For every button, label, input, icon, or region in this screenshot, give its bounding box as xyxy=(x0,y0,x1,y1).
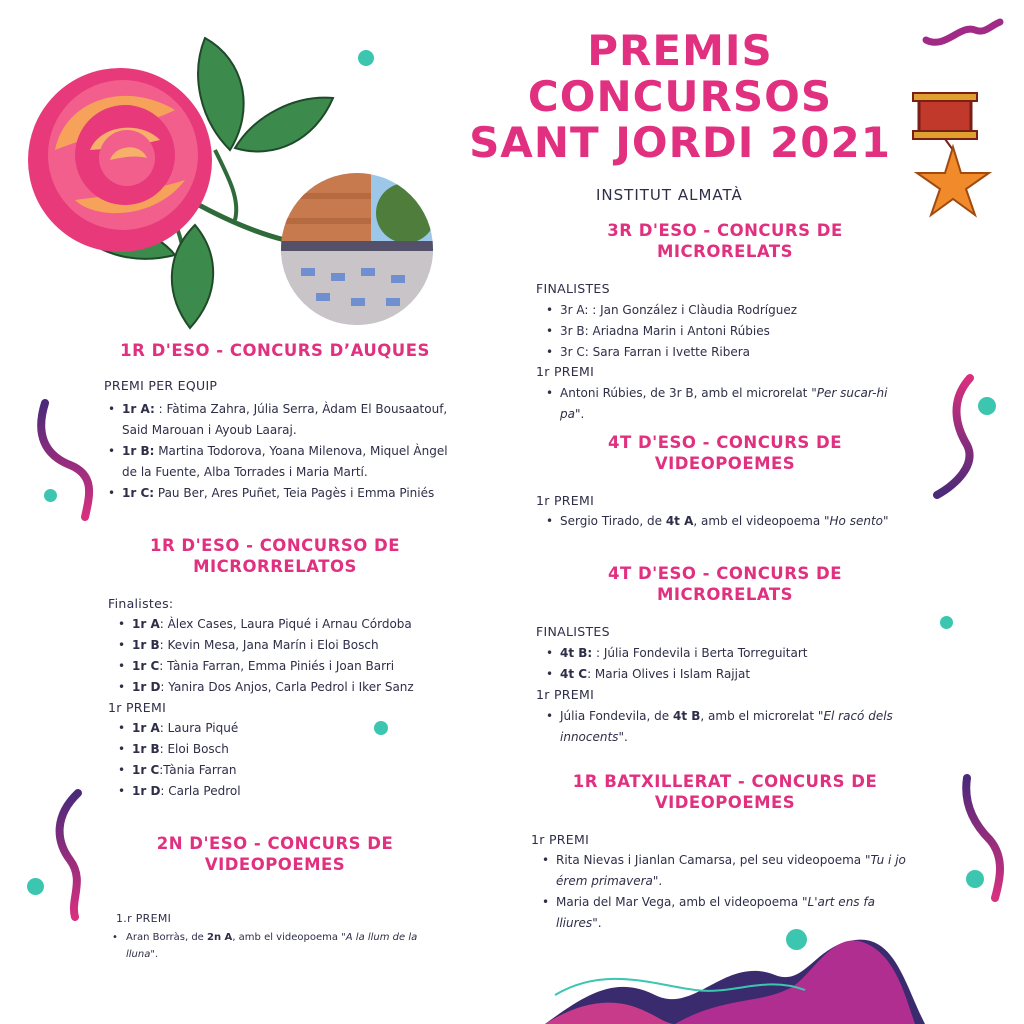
work-title: Per sucar-hi pa xyxy=(560,386,888,421)
item-text: " xyxy=(883,514,889,528)
squiggle-right-2 xyxy=(955,770,1015,910)
title-line: VIDEOPOEMES xyxy=(654,793,796,812)
list-item xyxy=(118,656,448,677)
item-text: , amb el videopoema " xyxy=(693,514,830,528)
section-title-4t-microrelats xyxy=(560,563,890,605)
group-label: 3r B: xyxy=(560,324,589,338)
list-item xyxy=(546,706,901,748)
section-label: FINALISTES xyxy=(536,624,610,639)
group-label: 3r A: xyxy=(560,303,589,317)
item-text: : Carla Pedrol xyxy=(160,784,241,798)
item-text: : Fàtima Zahra, Júlia Serra, Àdam El Bousaatouf, Said Marouan i Ayoub Laaraj. xyxy=(122,402,448,437)
item-text: : Jan González i Clàudia Rodríguez xyxy=(588,303,798,317)
list-3r-prizes xyxy=(546,383,901,425)
list-item xyxy=(118,614,448,635)
squiggle-left-2 xyxy=(40,785,100,925)
group-label: 1r B xyxy=(132,638,160,652)
group-label: 1r A: xyxy=(122,402,155,416)
list-4t-finalists xyxy=(546,643,896,685)
title-line: MICRORELATS xyxy=(656,242,794,261)
title-line: SANT JORDI 2021 xyxy=(469,118,891,167)
teal-dot xyxy=(358,50,374,66)
list-item xyxy=(108,441,453,483)
section-label: PREMI PER EQUIP xyxy=(104,378,218,393)
section-label: FINALISTES xyxy=(536,281,610,296)
list-item xyxy=(546,383,901,425)
section-title-1r-microrrelatos xyxy=(95,535,455,577)
item-text: ". xyxy=(150,949,159,960)
list-item xyxy=(546,321,896,342)
group-label: 1r C xyxy=(132,763,160,777)
item-text: : Eloi Bosch xyxy=(159,742,229,756)
list-4t-video-prizes xyxy=(546,511,906,532)
item-text: , amb el microrelat " xyxy=(700,709,824,723)
list-item xyxy=(546,664,896,685)
work-title: A la llum de la lluna xyxy=(126,932,418,960)
title-line: 4T D'ESO - CONCURS DE xyxy=(608,433,842,452)
group-label: 1r C xyxy=(132,659,160,673)
list-item xyxy=(546,643,896,664)
teal-dot xyxy=(27,878,44,895)
item-text: Aran Borràs, de xyxy=(126,932,207,943)
group-label: 4t C xyxy=(560,667,588,681)
section-title-1r-auques: 1R D'ESO - CONCURS D’AUQUES xyxy=(120,341,430,360)
list-item xyxy=(118,760,448,781)
title-line: MICRORELATS xyxy=(656,585,794,604)
group-label: 1r B xyxy=(132,742,160,756)
title-line: 1R BATXILLERAT - CONCURS DE xyxy=(572,772,878,791)
title-line: CONCURSOS xyxy=(527,72,833,121)
squiggle-right-1 xyxy=(925,370,985,505)
group-label: 1r A xyxy=(132,721,160,735)
list-item xyxy=(118,677,448,698)
group-label: 1r D xyxy=(132,680,161,694)
item-text: ". xyxy=(574,407,585,421)
school-photo xyxy=(281,173,433,325)
section-title-4t-videopoemes xyxy=(560,432,890,474)
list-item xyxy=(112,929,452,963)
section-label: 1r PREMI xyxy=(536,493,595,508)
item-text: Rita Nievas i Jianlan Camarsa, pel seu videopoema " xyxy=(556,853,871,867)
item-text: , amb el videopoema " xyxy=(232,932,346,943)
section-label: Finalistes: xyxy=(108,596,174,611)
item-text: ". xyxy=(592,916,602,930)
title-line: 2N D'ESO - CONCURS DE xyxy=(156,834,394,853)
group-label: 4t A xyxy=(665,514,694,528)
squiggle-top-right xyxy=(920,12,1005,52)
list-item xyxy=(108,483,453,504)
group-label: 1r D xyxy=(132,784,161,798)
group-label: 3r C: xyxy=(560,345,589,359)
item-text: : Júlia Fondevila i Berta Torreguitart xyxy=(592,646,808,660)
teal-dot xyxy=(940,616,953,629)
work-title: Ho sento xyxy=(829,514,883,528)
title-line: 4T D'ESO - CONCURS DE xyxy=(608,564,842,583)
list-item xyxy=(542,850,907,892)
section-title-1r-batxillerat xyxy=(545,771,905,813)
list-item xyxy=(118,781,448,802)
item-text: ". xyxy=(652,874,663,888)
list-item xyxy=(118,739,448,760)
section-title-3r-microrelats xyxy=(560,220,890,262)
teal-dot xyxy=(966,870,984,888)
list-item xyxy=(546,300,896,321)
group-label: 4t B xyxy=(672,709,701,723)
title-line: 1R D'ESO - CONCURSO DE xyxy=(150,536,400,555)
list-batx-prizes xyxy=(542,850,907,934)
work-title: El racó dels innocents xyxy=(560,709,893,744)
title-line: VIDEOPOEMES xyxy=(204,855,346,874)
title-line: MICRORRELATOS xyxy=(193,557,357,576)
item-text: Martina Todorova, Yoana Milenova, Miquel Àngel de la Fuente, Alba Torrades i Maria Martí. xyxy=(122,444,448,479)
section-label: 1.r PREMI xyxy=(116,912,172,925)
item-text: Sergio Tirado, de xyxy=(560,514,666,528)
section-label: 1r PREMI xyxy=(531,832,590,847)
work-title: Tu i jo érem primavera xyxy=(556,853,906,888)
section-title-2n-videopoemes xyxy=(95,833,455,875)
list-item xyxy=(542,892,907,934)
list-item xyxy=(118,635,448,656)
title-line: VIDEOPOEMES xyxy=(654,454,796,473)
section-label: 1r PREMI xyxy=(536,364,595,379)
group-label: 4t B: xyxy=(560,646,593,660)
list-item xyxy=(546,342,896,363)
list-1r-finalists xyxy=(118,614,448,698)
squiggle-left-1 xyxy=(30,395,100,525)
page-title xyxy=(440,28,920,166)
item-text: : Kevin Mesa, Jana Marín i Eloi Bosch xyxy=(159,638,379,652)
section-label: 1r PREMI xyxy=(108,700,167,715)
item-text: ". xyxy=(618,730,628,744)
item-text: : Àlex Cases, Laura Piqué i Arnau Córdoba xyxy=(159,617,412,631)
item-text: Maria del Mar Vega, amb el videopoema " xyxy=(556,895,808,909)
item-text: :Tània Farran xyxy=(159,763,237,777)
bottom-waves xyxy=(545,935,925,1024)
list-item xyxy=(118,718,448,739)
group-label: 1r B: xyxy=(122,444,155,458)
list-1r-prizes xyxy=(118,718,448,802)
page-subtitle: INSTITUT ALMATÀ xyxy=(596,186,743,204)
item-text: Júlia Fondevila, de xyxy=(560,709,673,723)
teal-dot xyxy=(44,489,57,502)
item-text: Ariadna Marin i Antoni Rúbies xyxy=(588,324,770,338)
group-label: 2n A xyxy=(207,932,233,943)
list-3r-finalists xyxy=(546,300,896,363)
title-line: PREMIS xyxy=(587,26,773,75)
item-text: : Yanira Dos Anjos, Carla Pedrol i Iker Sanz xyxy=(160,680,414,694)
teal-dot xyxy=(978,397,996,415)
item-text: Sara Farran i Ivette Ribera xyxy=(588,345,751,359)
list-1r-auques xyxy=(108,399,453,504)
item-text: Antoni Rúbies, de 3r B, amb el microrelat " xyxy=(560,386,817,400)
item-text: Pau Ber, Ares Puñet, Teia Pagès i Emma Piniés xyxy=(154,486,435,500)
item-text: : Tània Farran, Emma Piniés i Joan Barri xyxy=(159,659,395,673)
title-line: 3R D'ESO - CONCURS DE xyxy=(607,221,843,240)
item-text: : Laura Piqué xyxy=(159,721,239,735)
work-title: L'art ens fa lliures xyxy=(556,895,875,930)
list-item xyxy=(546,511,906,532)
section-label: 1r PREMI xyxy=(536,687,595,702)
list-2n-prizes xyxy=(112,929,452,963)
group-label: 1r A xyxy=(132,617,160,631)
list-item xyxy=(108,399,453,441)
item-text: : Maria Olives i Islam Rajjat xyxy=(587,667,751,681)
group-label: 1r C: xyxy=(122,486,155,500)
list-4t-micro-prizes xyxy=(546,706,901,748)
